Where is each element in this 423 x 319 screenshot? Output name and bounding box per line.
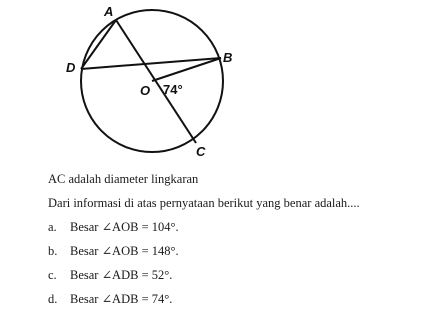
point-label-a: A <box>104 4 114 19</box>
option-letter: a. <box>48 220 57 234</box>
option-letter: b. <box>48 244 58 258</box>
point-label-o: O <box>140 83 151 98</box>
point-label-b: B <box>223 50 233 65</box>
option-letter: d. <box>48 292 58 306</box>
chord-db <box>81 58 221 69</box>
diameter-ac <box>116 20 196 143</box>
option-a[interactable] <box>48 219 179 235</box>
angle-label-aob: 74° <box>163 82 183 97</box>
option-d[interactable] <box>48 291 172 307</box>
option-letter: c. <box>48 268 57 282</box>
option-text: Besar ∠AOB = 104°. <box>70 220 179 234</box>
option-c[interactable] <box>48 267 172 283</box>
point-label-d: D <box>66 60 76 75</box>
chord-da <box>81 20 116 69</box>
option-text: Besar ∠AOB = 148°. <box>70 244 179 258</box>
point-label-c: C <box>196 144 206 159</box>
option-text: Besar ∠ADB = 52°. <box>70 268 173 282</box>
question-prompt: Dari informasi di atas pernyataan berikut yang benar adalah.... <box>48 196 360 210</box>
statement-diameter: AC adalah diameter lingkaran <box>48 172 199 186</box>
option-b[interactable] <box>48 243 179 259</box>
option-text: Besar ∠ADB = 74°. <box>70 292 173 306</box>
